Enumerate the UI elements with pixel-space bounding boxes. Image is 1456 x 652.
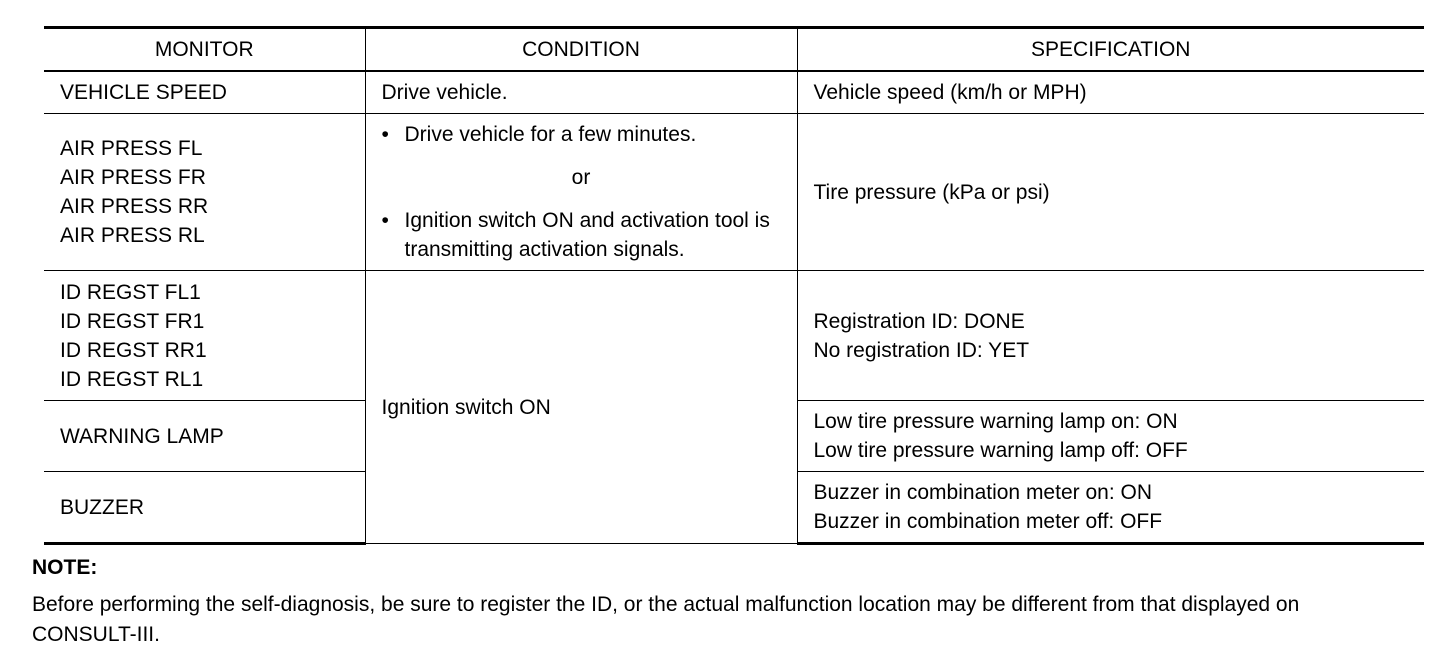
specification-line: Buzzer in combination meter off: OFF xyxy=(813,510,1163,533)
monitor-cell xyxy=(44,114,365,271)
specification-line: Buzzer in combination meter on: ON xyxy=(813,481,1152,504)
monitor-cell xyxy=(44,271,365,401)
monitor-cell xyxy=(44,71,365,114)
condition-cell xyxy=(365,114,797,271)
monitor-item: AIR PRESS RR xyxy=(60,195,209,218)
note-title: NOTE: xyxy=(32,556,98,579)
condition-bullet: • Ignition switch ON and activation tool is transmitting activation signals. xyxy=(382,206,781,264)
condition-bullet-list xyxy=(382,206,781,264)
specification-cell xyxy=(797,401,1424,472)
monitor-item: AIR PRESS RL xyxy=(60,224,205,247)
condition-bullet-list xyxy=(382,120,781,149)
table-row xyxy=(44,271,1424,401)
specification-line: Low tire pressure warning lamp on: ON xyxy=(813,410,1178,433)
specification-cell xyxy=(797,114,1424,271)
monitor-item: AIR PRESS FR xyxy=(60,166,206,189)
table-header-row xyxy=(44,28,1424,72)
specification-cell xyxy=(797,472,1424,544)
monitor-item: ID REGST FR1 xyxy=(60,309,205,333)
monitor-item: WARNING LAMP xyxy=(60,424,224,448)
header-condition: CONDITION xyxy=(365,28,797,72)
header-monitor: MONITOR xyxy=(44,28,365,72)
monitor-spec-table xyxy=(44,26,1424,545)
specification-line: Vehicle speed (km/h or MPH) xyxy=(813,81,1087,104)
specification-line: Tire pressure (kPa or psi) xyxy=(813,180,1050,204)
monitor-item: VEHICLE SPEED xyxy=(60,81,227,104)
table-row xyxy=(44,71,1424,114)
header-specification: SPECIFICATION xyxy=(797,28,1424,72)
monitor-item: BUZZER xyxy=(60,495,144,519)
monitor-item: AIR PRESS FL xyxy=(60,137,203,160)
condition-or-text: or xyxy=(571,166,591,189)
condition-cell: Drive vehicle. xyxy=(365,71,797,114)
specification-cell xyxy=(797,71,1424,114)
monitor-cell xyxy=(44,401,365,472)
monitor-item: ID REGST FL1 xyxy=(60,280,201,304)
specification-line: Low tire pressure warning lamp off: OFF xyxy=(813,439,1188,462)
table-row xyxy=(44,114,1424,271)
monitor-cell xyxy=(44,472,365,544)
monitor-item: ID REGST RR1 xyxy=(60,338,207,362)
specification-line: No registration ID: YET xyxy=(813,338,1030,362)
specification-line: Registration ID: DONE xyxy=(813,309,1025,333)
specification-cell xyxy=(797,271,1424,401)
monitor-item: ID REGST RL1 xyxy=(60,367,204,391)
note-text: Before performing the self-diagnosis, be sure to register the ID, or the actual malfunction location may be different from that displayed on CONSULT-III. xyxy=(32,593,1300,646)
condition-cell: Ignition switch ON xyxy=(365,271,797,544)
condition-bullet: • Drive vehicle for a few minutes. xyxy=(382,120,781,149)
